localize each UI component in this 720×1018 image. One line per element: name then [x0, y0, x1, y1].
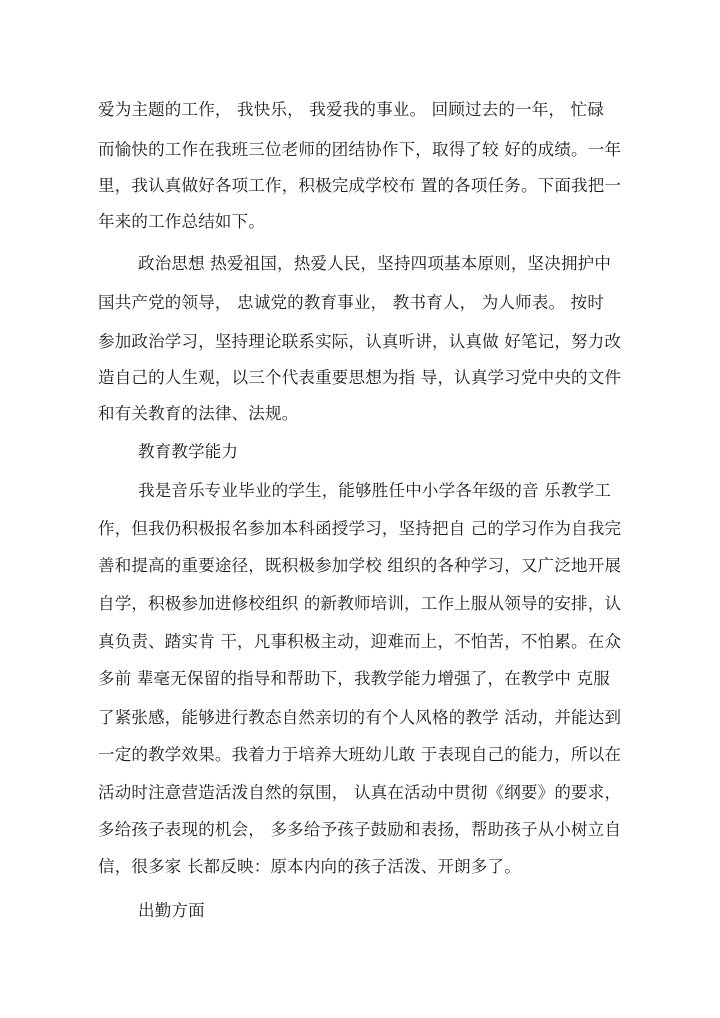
text-line: 了紧张感，能够进行教态自然亲切的有个人风格的教学 活动，并能达到 [98, 708, 622, 727]
text-line: 活动时注意营造活泼自然的氛围， 认真在活动中贯彻《纲要》的要求， [98, 783, 622, 802]
text-line: 作，但我仍积极报名参加本科函授学习，坚持把自 己的学习作为自我完 [98, 519, 622, 538]
text-line: 多给孩子表现的机会， 多多给予孩子鼓励和表扬，帮助孩子从小树立自 [98, 820, 622, 839]
paragraph-first-line: 我是音乐专业毕业的学生，能够胜任中小学各年级的音 乐教学工 [138, 481, 612, 500]
text-line: 造自己的人生观，以三个代表重要思想为指 导，认真学习党中央的文件 [98, 368, 622, 387]
text-line: 善和提高的重要途径，既积极参加学校 组织的各种学习，又广泛地开展 [98, 556, 622, 575]
paragraph-first-line: 政治思想 热爱祖国，热爱人民，坚持四项基本原则，坚决拥护中 [138, 254, 612, 273]
text-line: 而愉快的工作在我班三位老师的团结协作下，取得了较 好的成绩。一年 [98, 140, 622, 159]
section-heading: 出勤方面 [138, 901, 205, 920]
text-line: 参加政治学习，坚持理论联系实际，认真听讲，认真做 好笔记，努力改 [98, 332, 622, 351]
text-line: 真负责、踏实肯 干，凡事积极主动，迎难而上，不怕苦，不怕累。在众 [98, 632, 622, 651]
text-line: 里，我认真做好各项工作，积极完成学校布 置的各项任务。下面我把一 [98, 176, 622, 195]
text-line: 国共产党的领导， 忠诚党的教育事业， 教书育人， 为人师表。 按时 [98, 293, 605, 312]
text-line: 年来的工作总结如下。 [98, 212, 265, 231]
text-line: 信，很多家 长都反映：原本内向的孩子活泼、开朗多了。 [98, 857, 521, 876]
text-line: 一定的教学效果。我着力于培养大班幼儿敢 于表现自己的能力，所以在 [98, 745, 622, 764]
text-line: 爱为主题的工作， 我快乐， 我爱我的事业。 回顾过去的一年， 忙碌 [98, 100, 605, 119]
section-heading: 教育教学能力 [138, 442, 239, 461]
text-line: 多前 辈毫无保留的指导和帮助下，我教学能力增强了，在教学中 克服 [98, 669, 610, 688]
text-line: 和有关教育的法律、法规。 [98, 404, 299, 423]
text-line: 自学，积极参加进修校组织 的新教师培训，工作上服从领导的安排，认 [98, 594, 622, 613]
